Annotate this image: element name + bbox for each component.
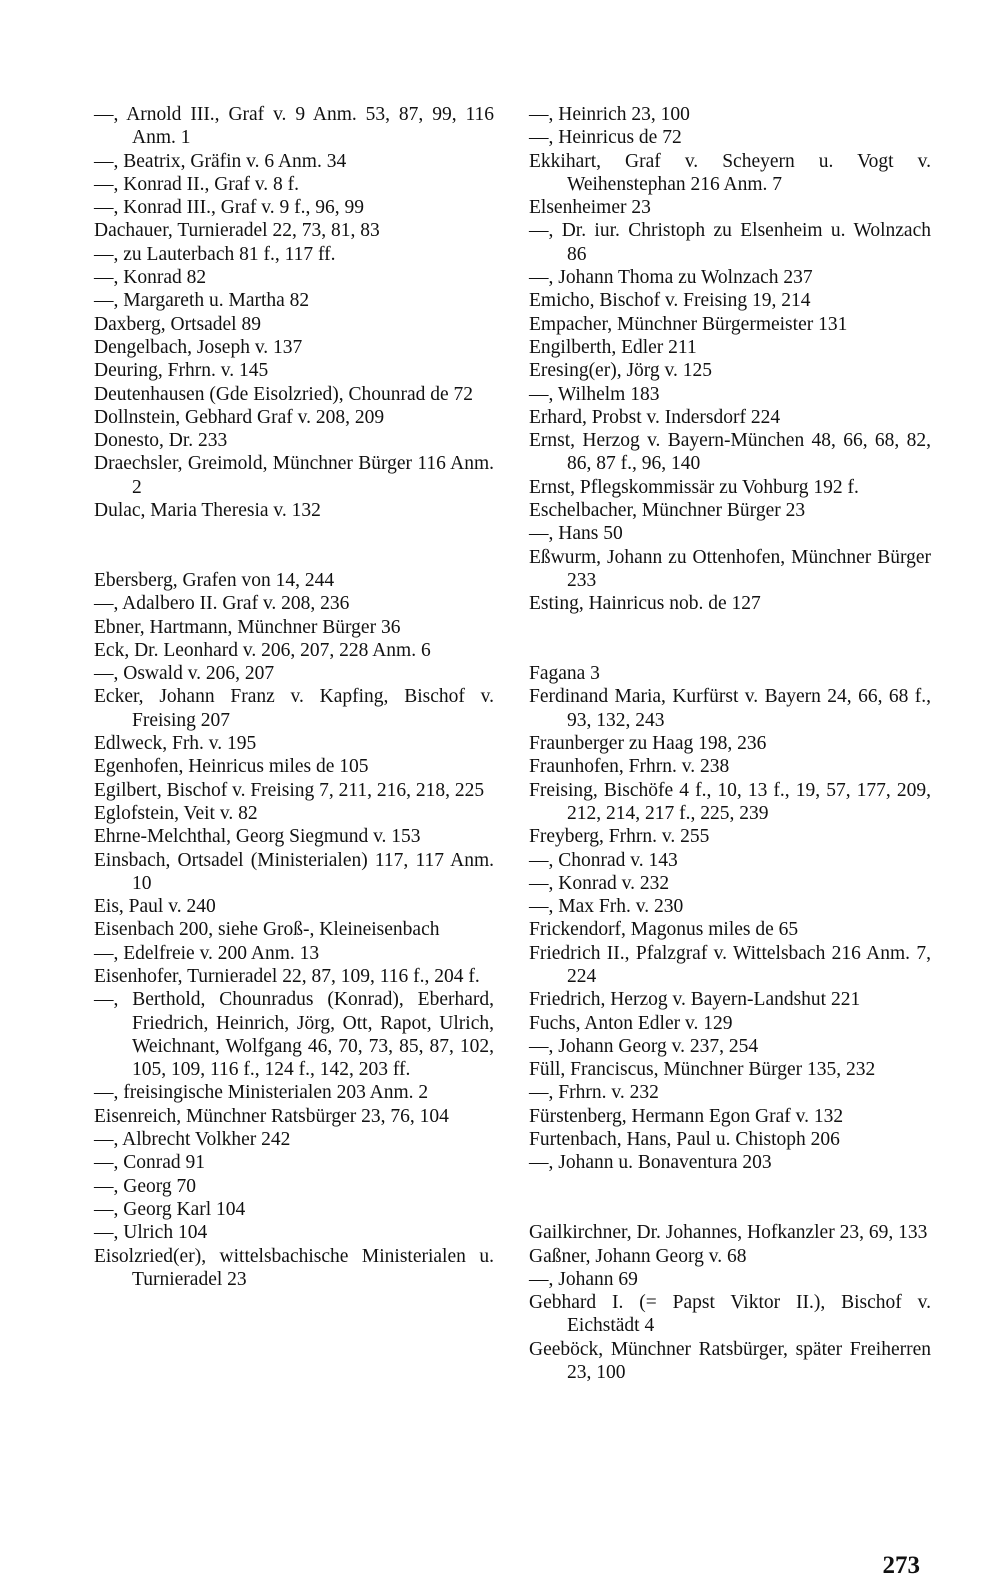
index-entry: —, Georg 70 bbox=[94, 1175, 197, 1197]
index-entry: —, Margareth u. Martha 82 bbox=[94, 290, 310, 312]
index-entry: —, Edelfreie v. 200 Anm. 13 bbox=[94, 942, 320, 964]
index-entry: Edlweck, Frh. v. 195 bbox=[94, 733, 257, 755]
index-entry: —, Georg Karl 104 bbox=[94, 1198, 246, 1220]
index-entry: —, zu Lauterbach 81 f., 117 ff. bbox=[94, 243, 336, 265]
index-entry: Eisenreich, Münchner Ratsbürger 23, 76, 104 bbox=[94, 1105, 449, 1127]
index-entry: —, Konrad 82 bbox=[94, 267, 207, 289]
index-entry: Friedrich II., Pfalzgraf v. Wittelsbach 216 Anm. 7, 224 bbox=[529, 942, 931, 987]
right-block-f bbox=[529, 662, 931, 1175]
index-entry: Frickendorf, Magonus miles de 65 bbox=[529, 919, 799, 941]
index-entry: Eßwurm, Johann zu Ottenhofen, Münchner Bürger 233 bbox=[529, 546, 931, 591]
index-entry: Fraunhofen, Frhrn. v. 238 bbox=[529, 756, 730, 778]
index-entry: Gebhard I. (= Papst Viktor II.), Bischof v. Eichstädt 4 bbox=[529, 1292, 931, 1337]
index-entry: Ekkihart, Graf v. Scheyern u. Vogt v. Weihenstephan 216 Anm. 7 bbox=[529, 150, 931, 195]
index-entry: —, Arnold III., Graf v. 9 Anm. 53, 87, 99, 116 Anm. 1 bbox=[94, 104, 494, 149]
index-entry: Donesto, Dr. 233 bbox=[94, 430, 228, 452]
index-entry: Eisenhofer, Turnieradel 22, 87, 109, 116 f., 204 f. bbox=[94, 965, 480, 987]
index-entry: —, freisingische Ministerialen 203 Anm. 2 bbox=[94, 1082, 429, 1104]
index-entry: Erhard, Probst v. Indersdorf 224 bbox=[529, 406, 781, 428]
index-entry: —, Adalbero II. Graf v. 208, 236 bbox=[94, 593, 350, 615]
left-block-d bbox=[94, 103, 494, 522]
index-entry: Draechsler, Greimold, Münchner Bürger 116 Anm. 2 bbox=[94, 453, 494, 498]
index-entry: —, Heinrich 23, 100 bbox=[529, 104, 690, 125]
index-entry: Deutenhausen (Gde Eisolzried), Chounrad de 72 bbox=[94, 383, 474, 405]
index-entry: Ernst, Pflegskommissär zu Vohburg 192 f. bbox=[529, 476, 859, 498]
index-entry: Ehrne-Melchthal, Georg Siegmund v. 153 bbox=[94, 826, 421, 848]
index-entry: —, Wilhelm 183 bbox=[529, 383, 660, 405]
index-entry: —, Konrad II., Graf v. 8 f. bbox=[94, 173, 300, 195]
index-entry: —, Johann Thoma zu Wolnzach 237 bbox=[529, 267, 813, 289]
index-entry: Dulac, Maria Theresia v. 132 bbox=[94, 500, 321, 522]
page-number: 273 bbox=[882, 1552, 920, 1579]
index-entry: Dengelbach, Joseph v. 137 bbox=[94, 336, 303, 358]
index-entry: Eglofstein, Veit v. 82 bbox=[94, 802, 258, 824]
index-entry: Fuchs, Anton Edler v. 129 bbox=[529, 1012, 733, 1034]
section-gap bbox=[529, 616, 931, 663]
index-entry: Dollnstein, Gebhard Graf v. 208, 209 bbox=[94, 406, 385, 428]
index-entry: Geeböck, Münchner Ratsbürger, später Freiherren 23, 100 bbox=[529, 1338, 931, 1384]
index-entry: —, Beatrix, Gräfin v. 6 Anm. 34 bbox=[94, 150, 347, 172]
index-entry: Dachauer, Turnieradel 22, 73, 81, 83 bbox=[94, 220, 380, 242]
right-block-e bbox=[529, 103, 931, 616]
index-entry: Eis, Paul v. 240 bbox=[94, 896, 216, 918]
index-entry: Friedrich, Herzog v. Bayern-Landshut 221 bbox=[529, 989, 861, 1011]
index-entry: —, Konrad III., Graf v. 9 f., 96, 99 bbox=[94, 197, 365, 219]
index-entry: Elsenheimer 23 bbox=[529, 197, 651, 219]
index-entry: Ferdinand Maria, Kurfürst v. Bayern 24, 66, 68 f., 93, 132, 243 bbox=[529, 686, 931, 731]
index-entry: —, Johann Georg v. 237, 254 bbox=[529, 1035, 759, 1057]
index-entry: Eresing(er), Jörg v. 125 bbox=[529, 360, 713, 382]
left-column bbox=[94, 103, 494, 1291]
index-entry: Esting, Hainricus nob. de 127 bbox=[529, 593, 761, 615]
right-column bbox=[529, 103, 931, 1384]
right-block-g bbox=[529, 1221, 931, 1384]
index-entry: Furtenbach, Hans, Paul u. Chistoph 206 bbox=[529, 1129, 840, 1151]
index-entry: Deuring, Frhrn. v. 145 bbox=[94, 360, 269, 382]
index-entry: Fraunberger zu Haag 198, 236 bbox=[529, 733, 767, 755]
index-entry: —, Max Frh. v. 230 bbox=[529, 896, 684, 918]
index-entry: Ebersberg, Grafen von 14, 244 bbox=[94, 569, 335, 591]
index-entry: —, Johann 69 bbox=[529, 1268, 638, 1290]
index-entry: —, Ulrich 104 bbox=[94, 1222, 208, 1244]
index-entry: —, Chonrad v. 143 bbox=[529, 849, 678, 871]
index-entry: Gaßner, Johann Georg v. 68 bbox=[529, 1245, 747, 1267]
index-entry: —, Hans 50 bbox=[529, 523, 623, 545]
index-entry: —, Oswald v. 206, 207 bbox=[94, 663, 275, 685]
index-entry: —, Conrad 91 bbox=[94, 1152, 206, 1174]
left-block-e bbox=[94, 569, 494, 1291]
index-entry: Eschelbacher, Münchner Bürger 23 bbox=[529, 500, 806, 522]
index-entry: Füll, Franciscus, Münchner Bürger 135, 232 bbox=[529, 1059, 876, 1081]
index-entry: Fürstenberg, Hermann Egon Graf v. 132 bbox=[529, 1105, 844, 1127]
index-entry: Empacher, Münchner Bürgermeister 131 bbox=[529, 313, 848, 335]
index-entry: Eck, Dr. Leonhard v. 206, 207, 228 Anm. 6 bbox=[94, 639, 431, 661]
index-entry: Egilbert, Bischof v. Freising 7, 211, 216, 218, 225 bbox=[94, 779, 485, 801]
index-entry: Fagana 3 bbox=[529, 663, 600, 685]
index-entry: Engilberth, Edler 211 bbox=[529, 336, 697, 358]
index-entry: —, Albrecht Volkher 242 bbox=[94, 1129, 291, 1151]
index-entry: Ebner, Hartmann, Münchner Bürger 36 bbox=[94, 616, 401, 638]
index-entry: Daxberg, Ortsadel 89 bbox=[94, 313, 261, 335]
index-entry: Eisenbach 200, siehe Groß-, Kleineisenbach bbox=[94, 919, 440, 941]
index-entry: Emicho, Bischof v. Freising 19, 214 bbox=[529, 290, 811, 312]
index-entry: Ernst, Herzog v. Bayern-München 48, 66, 68, 82, 86, 87 f., 96, 140 bbox=[529, 430, 931, 475]
index-entry: Gailkirchner, Dr. Johannes, Hofkanzler 23, 69, 133 bbox=[529, 1222, 928, 1244]
index-entry: —, Dr. iur. Christoph zu Elsenheim u. Wolnzach 86 bbox=[529, 220, 931, 265]
index-entry: —, Konrad v. 232 bbox=[529, 872, 670, 894]
section-gap bbox=[529, 1175, 931, 1222]
index-entry: —, Heinricus de 72 bbox=[529, 127, 682, 149]
index-entry: Egenhofen, Heinricus miles de 105 bbox=[94, 756, 369, 778]
index-entry: Freising, Bischöfe 4 f., 10, 13 f., 19, 57, 177, 209, 212, 214, 217 f., 225, 239 bbox=[529, 779, 931, 824]
index-entry: Eisolzried(er), wittelsbachische Ministerialen u. Turnieradel 23 bbox=[94, 1245, 494, 1290]
index-entry: Freyberg, Frhrn. v. 255 bbox=[529, 826, 710, 848]
index-entry: —, Johann u. Bonaventura 203 bbox=[529, 1152, 772, 1174]
section-gap bbox=[94, 522, 494, 569]
index-entry: —, Frhrn. v. 232 bbox=[529, 1082, 659, 1104]
index-entry: Einsbach, Ortsadel (Ministerialen) 117, 117 Anm. 10 bbox=[94, 849, 494, 894]
index-entry: —, Berthold, Chounradus (Konrad), Eberhard, Friedrich, Heinrich, Jörg, Ott, Rapot, Ulrich, Weichnant, Wolfgang 46, 70, 73, 85, 87, 102, 105, 109, 116 f., 124 f., 142, 203 ff. bbox=[94, 989, 494, 1081]
index-entry: Ecker, Johann Franz v. Kapfing, Bischof v. Freising 207 bbox=[94, 686, 494, 731]
